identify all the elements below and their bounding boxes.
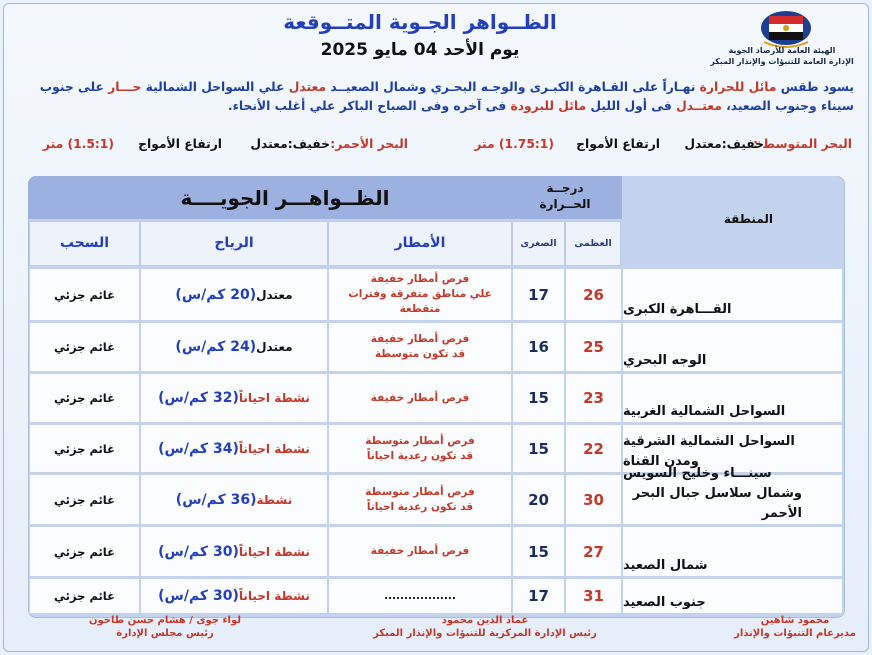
mediterranean-waves: (1.75:1) متر <box>474 137 554 151</box>
cloud-cell <box>29 373 140 423</box>
region-name: الوجه البحري <box>623 353 707 368</box>
mediterranean-state: خفيف:معتدل <box>684 137 764 151</box>
region-cell <box>622 578 843 614</box>
cloud-value: غائم جزئي <box>54 391 115 405</box>
temperature-header-line-2: الحــرارة <box>539 197 591 211</box>
red-sea-waves-label: ارتفاع الأمواج <box>138 137 222 151</box>
page-title: الظــواهر الجـوية المتــوقعة <box>283 10 557 34</box>
max-temp-cell <box>565 268 622 321</box>
max-temp-value: 23 <box>583 389 604 407</box>
max-temp-cell <box>565 526 622 577</box>
rain-cell <box>328 526 512 577</box>
wind-description: نشطة احياناً <box>238 544 310 559</box>
signature-central-director <box>360 614 610 640</box>
rain-forecast: .................. <box>384 589 456 602</box>
summary-text: يسود طقس <box>776 80 854 94</box>
central-director-title: رئيس الإدارة المركزية للتنبؤات والإنذار المبكر <box>373 628 597 639</box>
wind-cell <box>140 373 328 423</box>
red-sea-state: خفيف:معتدل <box>250 137 330 151</box>
region-cell <box>622 373 843 423</box>
rain-forecast: فرص أمطار خفيفة <box>370 273 470 285</box>
wind-cell <box>140 474 328 525</box>
region-name-line-2: وشمال سلاسل جبال البحر الأحمر <box>632 486 802 521</box>
wind-description: نشطة احياناً <box>238 391 310 405</box>
max-temp-cell <box>565 578 622 614</box>
cloud-header: السحب <box>29 221 140 266</box>
rain-forecast-detail: قد تكون متوسطة <box>374 348 466 360</box>
min-temp-cell <box>512 474 565 525</box>
wind-header: الرياح <box>140 221 328 266</box>
wind-speed: (30 كم/س) <box>158 588 239 604</box>
cloud-cell <box>29 268 140 321</box>
wind-description: نشطة <box>256 492 293 507</box>
wind-cell <box>140 526 328 577</box>
min-temp-value: 17 <box>528 587 549 605</box>
cloud-cell <box>29 474 140 525</box>
rain-forecast: فرص أمطار خفيفة <box>370 333 470 345</box>
min-temp-cell <box>512 268 565 321</box>
wind-speed: (34 كم/س) <box>158 440 239 457</box>
forecast-director-title: مديرعام التنبؤات والإنذار <box>734 628 856 639</box>
wind-speed: (24 كم/س) <box>175 339 257 355</box>
org-line-1: الهيئة العامة للأرصاد الجوية <box>728 46 836 55</box>
region-name: جنوب الصعيد <box>623 595 706 610</box>
wind-speed: (32 كم/س) <box>158 390 239 406</box>
summary-text: فى آخره وفى الصباح الباكر علي أغلب الأنحاء. <box>227 99 511 113</box>
max-temp-value: 31 <box>583 587 604 605</box>
max-temp-cell <box>565 424 622 473</box>
cloud-value: غائم جزئي <box>54 441 115 456</box>
min-temp-cell <box>512 424 565 473</box>
cloud-value: غائم جزئي <box>54 287 115 302</box>
summary-text: نهـاراً على القـاهرة الكبـرى والوجـه البحـري وشمال الصعيــد <box>326 80 700 94</box>
cloud-cell <box>29 322 140 372</box>
min-temp-cell <box>512 322 565 372</box>
region-cell <box>622 322 843 372</box>
rain-cell <box>328 474 512 525</box>
region-name: القـــاهرة الكبرى <box>623 302 732 317</box>
summary-highlight: مائل للحرارة <box>699 80 777 94</box>
min-temp-value: 15 <box>528 389 549 407</box>
region-cell <box>622 526 843 577</box>
egyptian-meteorological-authority-logo <box>758 8 814 50</box>
organization-name <box>702 45 862 67</box>
region-header-cell <box>622 176 843 266</box>
min-temp-value: 16 <box>528 338 549 356</box>
region-cell <box>622 268 843 321</box>
cloud-value: غائم جزئي <box>54 589 115 603</box>
wind-description: نشطة احياناً <box>238 589 310 603</box>
wind-speed: (30 كم/س) <box>158 543 239 560</box>
signature-forecast-director <box>720 614 870 640</box>
cloud-cell <box>29 526 140 577</box>
cloud-cell <box>29 578 140 614</box>
temperature-header <box>520 180 610 212</box>
wind-cell <box>140 268 328 321</box>
summary-text: فى أول الليل <box>586 99 677 113</box>
mediterranean-label: البحر المتوسط : <box>753 137 852 151</box>
wind-description: معتدل <box>256 340 293 354</box>
rain-cell <box>328 424 512 473</box>
weather-summary <box>18 78 854 116</box>
chairman-name: لواء جوى / هشام حسن طاحون <box>88 615 242 626</box>
max-temp-value: 27 <box>583 542 604 561</box>
wind-cell <box>140 424 328 473</box>
min-temp-value: 15 <box>528 439 549 458</box>
signature-chairman <box>60 614 270 640</box>
max-temp-value: 25 <box>583 338 604 356</box>
cloud-value: غائم جزئي <box>54 492 115 507</box>
phenomena-header: الظــواهـــر الجويــــة <box>180 186 390 210</box>
region-name: سينـــاء وخليج السويس <box>623 466 772 481</box>
red-sea-waves: (1.5:1) متر <box>42 137 114 151</box>
rain-forecast: فرص أمطار خفيفة <box>370 391 470 404</box>
rain-forecast-detail: علي مناطق متفرقة وفترات متقطعة <box>348 288 492 315</box>
forecast-date: يوم الأحد 04 مايو 2025 <box>320 40 520 60</box>
max-temp-cell <box>565 474 622 525</box>
forecast-director-name: محمود شاهين <box>760 615 830 626</box>
red-sea-label: البحر الأحمر: <box>330 137 408 151</box>
region-name: السواحل الشمالية الغربية <box>623 404 786 419</box>
max-temp-value: 26 <box>583 285 604 304</box>
summary-text: على جنوب سيناء وجنوب الصعيد، <box>39 80 854 113</box>
chairman-title: رئيس مجلس الإدارة <box>116 628 214 639</box>
max-temp-value: 22 <box>583 439 604 458</box>
min-temp-cell <box>512 373 565 423</box>
wind-speed: (36 كم/س) <box>175 491 257 508</box>
min-temp-value: 17 <box>528 285 549 304</box>
sea-state-line <box>22 137 852 157</box>
central-director-name: عماد الدين محمود <box>441 615 529 626</box>
summary-highlight: معتــدل <box>676 99 722 113</box>
mediterranean-waves-label: ارتفاع الأمواج <box>576 137 660 151</box>
region-header: المنطقة <box>723 212 773 226</box>
wind-cell <box>140 322 328 372</box>
max-temp-value: 30 <box>583 490 604 509</box>
cloud-value: غائم جزئي <box>54 340 115 354</box>
min-temp-value: 20 <box>528 490 549 509</box>
min-temp-cell <box>512 578 565 614</box>
min-temp-value: 15 <box>528 542 549 561</box>
summary-text: علي السواحل الشمالية <box>141 80 289 94</box>
region-cell <box>622 466 843 525</box>
cloud-cell <box>29 424 140 473</box>
wind-cell <box>140 578 328 614</box>
cloud-value: غائم جزئي <box>54 544 115 559</box>
rain-cell <box>328 268 512 321</box>
summary-highlight: حـــار <box>108 80 142 94</box>
max-temp-cell <box>565 373 622 423</box>
region-name: شمال الصعيد <box>623 558 708 573</box>
org-line-2: الإدارة العامة للتنبؤات والإنذار المبكر <box>710 57 854 66</box>
wind-speed: (20 كم/س) <box>175 286 257 303</box>
wind-description: نشطة احياناً <box>238 441 310 456</box>
rain-forecast: فرص أمطار متوسطة <box>365 485 475 498</box>
rain-forecast-detail: قد تكون رعدية احياناً <box>366 500 474 513</box>
min-temp-header: الصغرى <box>512 221 565 266</box>
region-name: السواحل الشمالية الشرقية <box>623 434 795 449</box>
min-temp-cell <box>512 526 565 577</box>
rain-cell <box>328 322 512 372</box>
rain-cell <box>328 578 512 614</box>
max-temp-header: العظمى <box>565 221 621 266</box>
summary-highlight: معتدل <box>288 80 327 94</box>
rain-forecast: فرص أمطار خفيفة <box>370 545 470 557</box>
rain-forecast-detail: قد تكون رعدية احياناً <box>366 449 474 462</box>
rain-header: الأمطار <box>328 221 512 266</box>
summary-highlight: مائل للبرودة <box>510 99 587 113</box>
region-name-line-2: ومدن القناة <box>623 454 699 469</box>
rain-cell <box>328 373 512 423</box>
temperature-header-line-1: درجــة <box>546 181 584 195</box>
wind-description: معتدل <box>256 287 293 302</box>
max-temp-cell <box>565 322 622 372</box>
rain-forecast: فرص أمطار متوسطة <box>365 434 475 447</box>
